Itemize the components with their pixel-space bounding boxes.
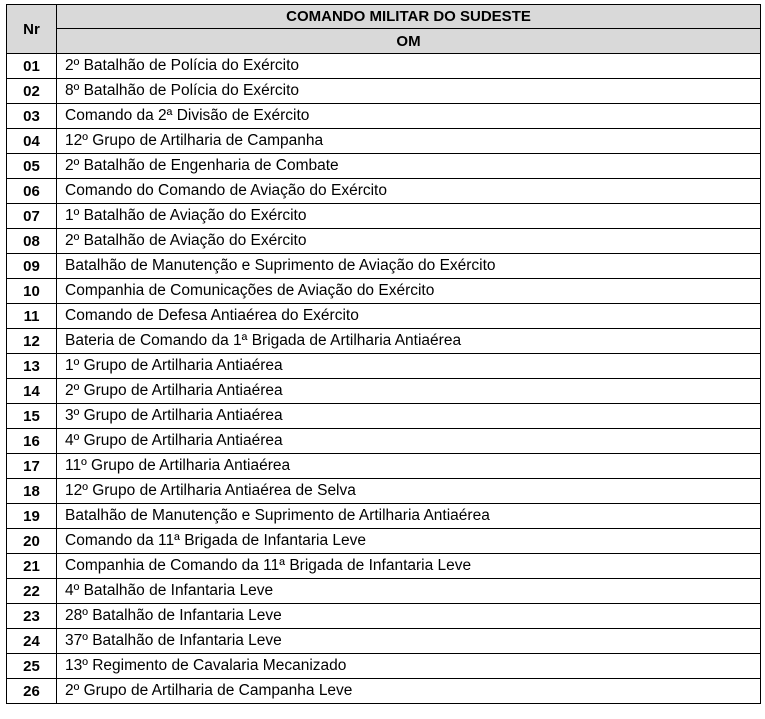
table-row: [7, 354, 761, 379]
row-number: 11: [7, 304, 57, 329]
table-header: [7, 5, 761, 54]
row-om-name: 2º Grupo de Artilharia de Campanha Leve: [57, 679, 761, 704]
row-number: 02: [7, 79, 57, 104]
table-row: [7, 579, 761, 604]
row-number: 04: [7, 129, 57, 154]
row-om-name: Comando da 11ª Brigada de Infantaria Leve: [57, 529, 761, 554]
table-row: [7, 379, 761, 404]
table-row: [7, 629, 761, 654]
row-om-name: 12º Grupo de Artilharia de Campanha: [57, 129, 761, 154]
table-row: [7, 129, 761, 154]
row-om-name: Batalhão de Manutenção e Suprimento de Aviação do Exército: [57, 254, 761, 279]
table-row: [7, 79, 761, 104]
table-row: [7, 454, 761, 479]
table-row: [7, 304, 761, 329]
header-om: OM: [57, 29, 761, 54]
row-om-name: Comando de Defesa Antiaérea do Exército: [57, 304, 761, 329]
row-number: 08: [7, 229, 57, 254]
table-row: [7, 279, 761, 304]
row-number: 24: [7, 629, 57, 654]
row-om-name: Comando da 2ª Divisão de Exército: [57, 104, 761, 129]
table-row: [7, 154, 761, 179]
row-number: 07: [7, 204, 57, 229]
row-number: 20: [7, 529, 57, 554]
table-row: [7, 504, 761, 529]
row-om-name: 2º Grupo de Artilharia Antiaérea: [57, 379, 761, 404]
table-row: [7, 429, 761, 454]
row-number: 05: [7, 154, 57, 179]
table-row: [7, 204, 761, 229]
row-om-name: Batalhão de Manutenção e Suprimento de Artilharia Antiaérea: [57, 504, 761, 529]
row-number: 18: [7, 479, 57, 504]
row-number: 23: [7, 604, 57, 629]
row-number: 22: [7, 579, 57, 604]
table-row: [7, 329, 761, 354]
row-number: 16: [7, 429, 57, 454]
row-om-name: 11º Grupo de Artilharia Antiaérea: [57, 454, 761, 479]
row-number: 12: [7, 329, 57, 354]
table-row: [7, 254, 761, 279]
row-number: 17: [7, 454, 57, 479]
row-number: 06: [7, 179, 57, 204]
table-row: [7, 404, 761, 429]
row-number: 01: [7, 54, 57, 79]
table-row: [7, 479, 761, 504]
row-om-name: 4º Grupo de Artilharia Antiaérea: [57, 429, 761, 454]
row-om-name: 28º Batalhão de Infantaria Leve: [57, 604, 761, 629]
table-body: [7, 54, 761, 704]
row-number: 25: [7, 654, 57, 679]
table-row: [7, 554, 761, 579]
table-row: [7, 529, 761, 554]
om-table: [6, 4, 761, 704]
row-number: 26: [7, 679, 57, 704]
row-om-name: 2º Batalhão de Polícia do Exército: [57, 54, 761, 79]
row-om-name: 37º Batalhão de Infantaria Leve: [57, 629, 761, 654]
table-row: [7, 604, 761, 629]
row-om-name: 2º Batalhão de Aviação do Exército: [57, 229, 761, 254]
row-om-name: 1º Grupo de Artilharia Antiaérea: [57, 354, 761, 379]
row-om-name: Companhia de Comunicações de Aviação do Exército: [57, 279, 761, 304]
table-row: [7, 229, 761, 254]
row-number: 03: [7, 104, 57, 129]
row-number: 09: [7, 254, 57, 279]
row-om-name: 1º Batalhão de Aviação do Exército: [57, 204, 761, 229]
row-om-name: Companhia de Comando da 11ª Brigada de Infantaria Leve: [57, 554, 761, 579]
row-om-name: Comando do Comando de Aviação do Exército: [57, 179, 761, 204]
table-row: [7, 104, 761, 129]
row-number: 10: [7, 279, 57, 304]
row-number: 13: [7, 354, 57, 379]
header-nr: Nr: [7, 5, 57, 54]
row-om-name: 13º Regimento de Cavalaria Mecanizado: [57, 654, 761, 679]
header-command: COMANDO MILITAR DO SUDESTE: [57, 5, 761, 29]
row-om-name: 2º Batalhão de Engenharia de Combate: [57, 154, 761, 179]
row-om-name: Bateria de Comando da 1ª Brigada de Artilharia Antiaérea: [57, 329, 761, 354]
row-om-name: 4º Batalhão de Infantaria Leve: [57, 579, 761, 604]
row-number: 15: [7, 404, 57, 429]
row-number: 21: [7, 554, 57, 579]
table-row: [7, 654, 761, 679]
table-row: [7, 679, 761, 704]
document-page: [6, 4, 760, 704]
table-row: [7, 54, 761, 79]
row-number: 14: [7, 379, 57, 404]
row-om-name: 8º Batalhão de Polícia do Exército: [57, 79, 761, 104]
row-number: 19: [7, 504, 57, 529]
row-om-name: 12º Grupo de Artilharia Antiaérea de Selva: [57, 479, 761, 504]
row-om-name: 3º Grupo de Artilharia Antiaérea: [57, 404, 761, 429]
table-row: [7, 179, 761, 204]
